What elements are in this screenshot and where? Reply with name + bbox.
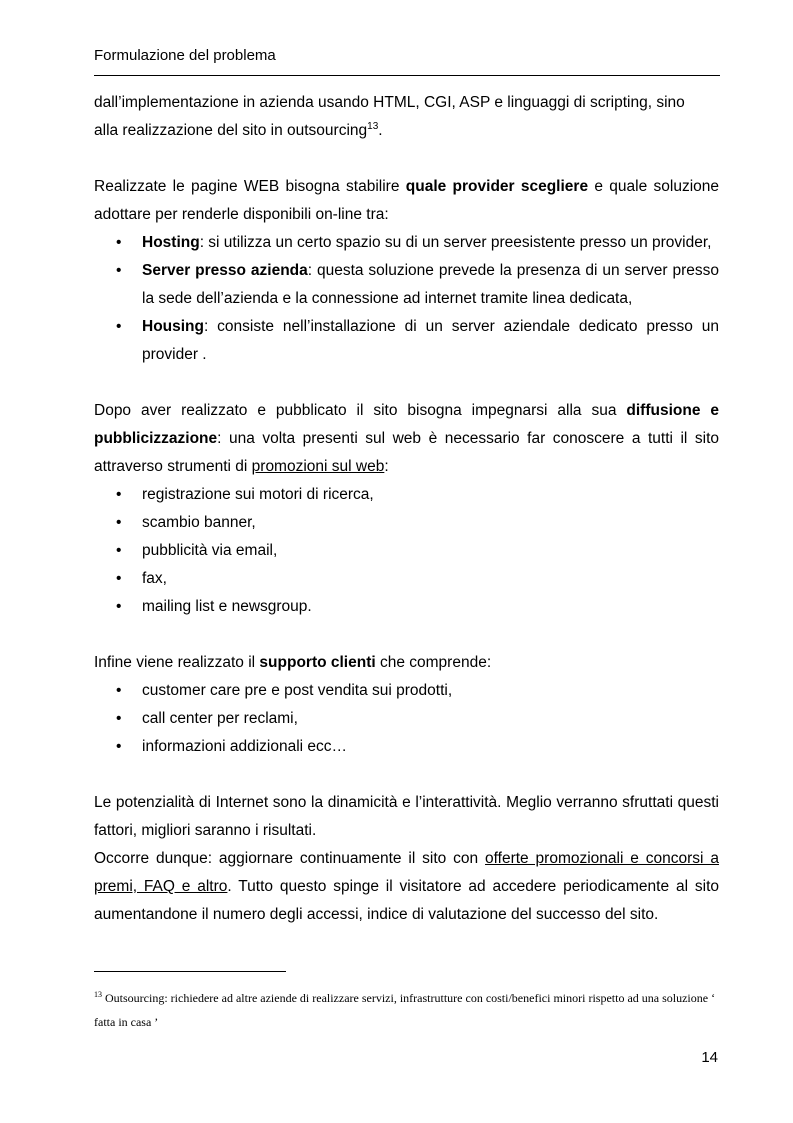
potenzialita-paragraph: Le potenzialità di Internet sono la dinamicità e l’interattività. Meglio verranno sfruttati questi fattori, migliori saranno i risultati. (94, 794, 719, 839)
list-item (94, 257, 719, 313)
footnote-ref[interactable]: 13 (367, 120, 379, 132)
header-title: Formulazione del problema (94, 47, 276, 64)
list-item (94, 313, 719, 369)
list-item-text: : consiste nell’installazione di un server aziendale dedicato presso un provider . (142, 318, 719, 363)
intro-line-1: dall’implementazione in azienda usando HTML, CGI, ASP e linguaggi di scripting, sino (94, 94, 685, 111)
bullet-icon: • (116, 234, 122, 251)
bullet-icon: • (116, 682, 122, 699)
list-item-text: customer care pre e post vendita sui prodotti, (142, 682, 453, 699)
header-rule (94, 75, 720, 76)
bullet-icon: • (116, 318, 122, 335)
list-item-text: scambio banner, (142, 514, 256, 531)
list-item-text: call center per reclami, (142, 710, 298, 727)
diffusione-text-post: : (384, 458, 389, 475)
bullet-icon: • (116, 262, 122, 279)
list-item-text: : questa soluzione prevede la presenza di un server presso la sede dell’azienda e la connessione ad internet tramite linea dedicata, (142, 262, 719, 307)
page-header (94, 46, 720, 66)
provider-text-post: e quale soluzione adottare per renderle disponibili on-line tra: (94, 178, 719, 223)
list-item-text: fax, (142, 570, 167, 587)
list-item-text: registrazione sui motori di ricerca, (142, 486, 374, 503)
list-item (94, 481, 719, 509)
list-item-text: informazioni addizionali ecc… (142, 738, 348, 755)
list-item (94, 565, 719, 593)
footnote (94, 986, 719, 1034)
supporto-text-pre: Infine viene realizzato il (94, 654, 260, 671)
list-item (94, 509, 719, 537)
offerte-link[interactable]: offerte promozionali e concorsi a premi, FAQ e altro (94, 850, 719, 895)
list-item-text: : si utilizza un certo spazio su di un server preesistente presso un provider, (199, 234, 712, 251)
list-item-term: Housing (142, 318, 204, 335)
bullet-icon: • (116, 598, 122, 615)
bullet-icon: • (116, 514, 122, 531)
list-item-term: Hosting (142, 234, 200, 251)
bullet-icon: • (116, 710, 122, 727)
provider-list (94, 229, 719, 369)
intro-end: . (378, 122, 383, 139)
occorre-text-pre: Occorre dunque: aggiornare continuamente il sito con (94, 850, 486, 867)
list-item (94, 705, 719, 733)
list-item (94, 733, 719, 761)
supporto-list (94, 677, 719, 761)
bullet-icon: • (116, 570, 122, 587)
bullet-icon: • (116, 738, 122, 755)
list-item (94, 677, 719, 705)
intro-paragraph (94, 89, 719, 145)
list-item-text: mailing list e newsgroup. (142, 598, 312, 615)
diffusione-emphasis: diffusione e pubblicizzazione (94, 402, 719, 447)
diffusione-list (94, 481, 719, 621)
list-item (94, 593, 719, 621)
list-item (94, 229, 719, 257)
footnote-text: Outsourcing: richiedere ad altre aziende di realizzare servizi, infrastrutture con costi/benefici minori rispetto ad una soluzione ‘ fatta in casa ’ (94, 991, 716, 1029)
supporto-emphasis: supporto clienti (259, 654, 376, 671)
list-item-term: Server presso azienda (142, 262, 308, 279)
page-number: 14 (701, 1049, 718, 1066)
footnote-number: 13 (94, 990, 102, 999)
intro-line-2: alla realizzazione del sito in outsourcing (94, 122, 368, 139)
footnote-rule (94, 971, 286, 972)
supporto-text-post: che comprende: (375, 654, 492, 671)
provider-emphasis: quale provider scegliere (405, 178, 589, 195)
diffusione-paragraph (94, 397, 719, 481)
diffusione-text-mid: : una volta presenti sul web è necessario far conoscere a tutti il sito attraverso strumenti di (94, 430, 719, 475)
supporto-paragraph (94, 649, 719, 677)
diffusione-text-pre: Dopo aver realizzato e pubblicato il sito bisogna impegnarsi alla sua (94, 402, 627, 419)
occorre-paragraph (94, 845, 719, 929)
promozioni-link[interactable]: promozioni sul web (251, 458, 385, 475)
bullet-icon: • (116, 486, 122, 503)
provider-text-pre: Realizzate le pagine WEB bisogna stabilire (94, 178, 406, 195)
page-body (94, 89, 719, 929)
provider-paragraph (94, 173, 719, 229)
occorre-text-post: . Tutto questo spinge il visitatore ad accedere periodicamente al sito aumentandone il numero degli accessi, indice di valutazione del successo del sito. (94, 878, 719, 923)
list-item-text: pubblicità via email, (142, 542, 278, 559)
bullet-icon: • (116, 542, 122, 559)
list-item (94, 537, 719, 565)
